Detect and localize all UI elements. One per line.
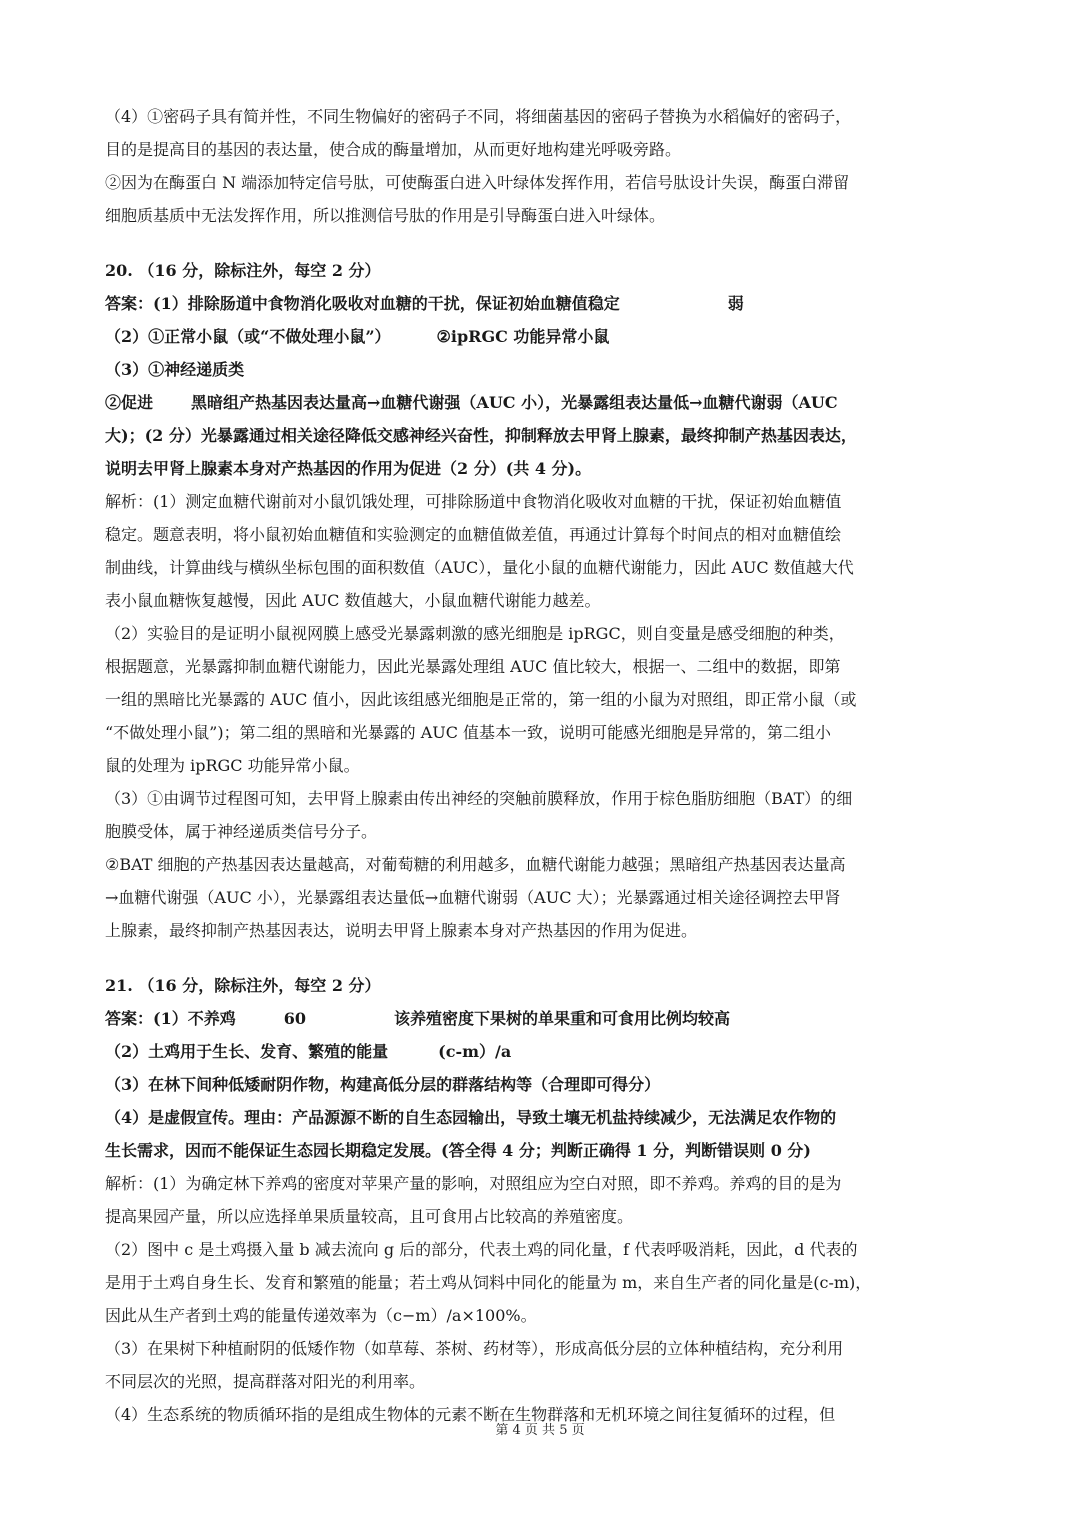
- q21-explanation-4-line-1: （4）生态系统的物质循环指的是组成生物体的元素不断在生物群落和无机环境之间往复循环的过程，但: [105, 1405, 836, 1424]
- q21-answer-4-line-1: （4）是虚假宣传。理由：产品源源不断的自生态园输出，导致土壤无机盐持续减少，无法满足农作物的: [105, 1108, 837, 1127]
- q21-answer-1-blank1: 答案：(1）不养鸡: [105, 1009, 236, 1028]
- q21-answer-1-blank2: 60: [283, 1009, 306, 1028]
- q20-answer-3b-line-1: [105, 386, 985, 419]
- q21-explanation-3-line-2: 不同层次的光照，提高群落对阳光的利用率。: [105, 1372, 426, 1391]
- page-content: [105, 100, 985, 1431]
- q21-explanation-2-line-1: （2）图中 c 是土鸡摄入量 b 减去流向 g 后的部分，代表土鸡的同化量，f 代表呼吸消耗，因此，d 代表的: [105, 1240, 858, 1259]
- page-number: 第 4 页 共 5 页: [495, 1423, 585, 1438]
- q20-explanation-2-line-2: 根据题意，光暴露抑制血糖代谢能力，因此光暴露处理组 AUC 值比较大，根据一、二组中的数据，即第: [105, 657, 841, 676]
- q20-answer-3b-line-3: 说明去甲肾上腺素本身对产热基因的作用为促进（2 分）(共 4 分)。: [105, 459, 592, 478]
- q19-part4-line-4: 细胞质基质中无法发挥作用，所以推测信号肽的作用是引导酶蛋白进入叶绿体。: [105, 206, 666, 225]
- q20-answer-1-text: 答案：(1）排除肠道中食物消化吸收对血糖的干扰，保证初始血糖值稳定: [105, 294, 620, 313]
- section-gap: [105, 947, 985, 969]
- q20-explanation-1-line-4: 表小鼠血糖恢复越慢，因此 AUC 数值越大，小鼠血糖代谢能力越差。: [105, 591, 601, 610]
- q21-explanation-2-line-2: 是用于土鸡自身生长、发育和繁殖的能量；若土鸡从饲料中同化的能量为 m，来自生产者的同化量是(c-m)，: [105, 1273, 872, 1292]
- q20-answer-3b-text: 黑暗组产热基因表达量高→血糖代谢强（AUC 小），光暴露组表达量低→血糖代谢弱（AUC: [191, 393, 838, 412]
- q19-part4-line-1: （4）①密码子具有简并性，不同生物偏好的密码子不同，将细菌基因的密码子替换为水稻偏好的密码子，: [105, 107, 852, 126]
- q20-explanation-1-line-3: 制曲线，计算曲线与横纵坐标包围的面积数值（AUC），量化小鼠的血糖代谢能力，因此 AUC 数值越大代: [105, 558, 854, 577]
- q21-explanation-1-line-1: 解析：(1）为确定林下养鸡的密度对苹果产量的影响，对照组应为空白对照，即不养鸡。养鸡的目的是为: [105, 1174, 842, 1193]
- q20-answer-2-blank2: ②ipRGC 功能异常小鼠: [436, 327, 610, 346]
- q20-explanation-2-line-5: 鼠的处理为 ipRGC 功能异常小鼠。: [105, 756, 360, 775]
- q20-answer-2: [105, 320, 985, 353]
- section-gap: [105, 232, 985, 254]
- q21-answer-2-blank2: (c-m）/a: [438, 1042, 512, 1061]
- q20-explanation-3-line-5: 上腺素，最终抑制产热基因表达，说明去甲肾上腺素本身对产热基因的作用为促进。: [105, 921, 698, 940]
- q20-answer-2-blank1: （2）①正常小鼠（或“不做处理小鼠”）: [105, 327, 391, 346]
- q21-answer-1-blank3: 该养殖密度下果树的单果重和可食用比例均较高: [393, 1009, 730, 1028]
- q20-answer-3b-label: ②促进: [105, 393, 154, 412]
- q20-explanation-3-line-3: ②BAT 细胞的产热基因表达量越高，对葡萄糖的利用越多，血糖代谢能力越强；黑暗组产热基因表达量高: [105, 855, 846, 874]
- q21-header: 21. （16 分，除标注外，每空 2 分）: [105, 976, 381, 995]
- q21-explanation-1-line-2: 提高果园产量，所以应选择单果质量较高，且可食用占比较高的养殖密度。: [105, 1207, 634, 1226]
- q21-answer-1: [105, 1002, 985, 1035]
- q20-explanation-2-line-4: “不做处理小鼠”)；第二组的黑暗和光暴露的 AUC 值基本一致，说明可能感光细胞是异常的，第二组小: [105, 723, 832, 742]
- q21-explanation-2-line-3: 因此从生产者到土鸡的能量传递效率为（c−m）/a×100%。: [105, 1306, 537, 1325]
- q20-explanation-2-line-3: 一组的黑暗比光暴露的 AUC 值小，因此该组感光细胞是正常的，第一组的小鼠为对照组，即正常小鼠（或: [105, 690, 857, 709]
- q19-part4-line-3: ②因为在酶蛋白 N 端添加特定信号肽，可使酶蛋白进入叶绿体发挥作用，若信号肽设计失误，酶蛋白滞留: [105, 173, 850, 192]
- q21-answer-2: [105, 1035, 985, 1068]
- q20-explanation-1-line-2: 稳定。题意表明，将小鼠初始血糖值和实验测定的血糖值做差值，再通过计算每个时间点的相对血糖值绘: [105, 525, 842, 544]
- q20-answer-3b-line-2: 大)；(2 分）光暴露通过相关途径降低交感神经兴奋性，抑制释放去甲肾上腺素，最终抑制产热基因表达，: [105, 426, 857, 445]
- q20-explanation-3-line-2: 胞膜受体，属于神经递质类信号分子。: [105, 822, 378, 841]
- q21-answer-4-line-2: 生长需求，因而不能保证生态园长期稳定发展。(答全得 4 分；判断正确得 1 分，判断错误则 0 分): [105, 1141, 811, 1160]
- q20-answer-3: （3）①神经递质类: [105, 360, 245, 379]
- q20-explanation-1-line-1: 解析：(1）测定血糖代谢前对小鼠饥饿处理，可排除肠道中食物消化吸收对血糖的干扰，保证初始血糖值: [105, 492, 842, 511]
- q21-answer-2-blank1: （2）土鸡用于生长、发育、繁殖的能量: [105, 1042, 389, 1061]
- q20-explanation-3-line-4: →血糖代谢强（AUC 小），光暴露组表达量低→血糖代谢弱（AUC 大）；光暴露通过相关途径调控去甲肾: [105, 888, 841, 907]
- q20-answer-1-blank2: 弱: [727, 294, 744, 313]
- q19-part4-line-2: 目的是提高目的基因的表达量，使合成的酶量增加，从而更好地构建光呼吸旁路。: [105, 140, 682, 159]
- q20-explanation-3-line-1: （3）①由调节过程图可知，去甲肾上腺素由传出神经的突触前膜释放，作用于棕色脂肪细胞（BAT）的细: [105, 789, 853, 808]
- q21-explanation-3-line-1: （3）在果树下种植耐阴的低矮作物（如草莓、茶树、药材等），形成高低分层的立体种植结构，充分利用: [105, 1339, 844, 1358]
- q20-answer-1: [105, 287, 985, 320]
- q20-explanation-2-line-1: （2）实验目的是证明小鼠视网膜上感受光暴露刺激的感光细胞是 ipRGC，则自变量是感受细胞的种类，: [105, 624, 845, 643]
- q20-header: 20. （16 分，除标注外，每空 2 分）: [105, 261, 381, 280]
- q21-answer-3: （3）在林下间种低矮耐阴作物，构建高低分层的群落结构等（合理即可得分）: [105, 1075, 661, 1094]
